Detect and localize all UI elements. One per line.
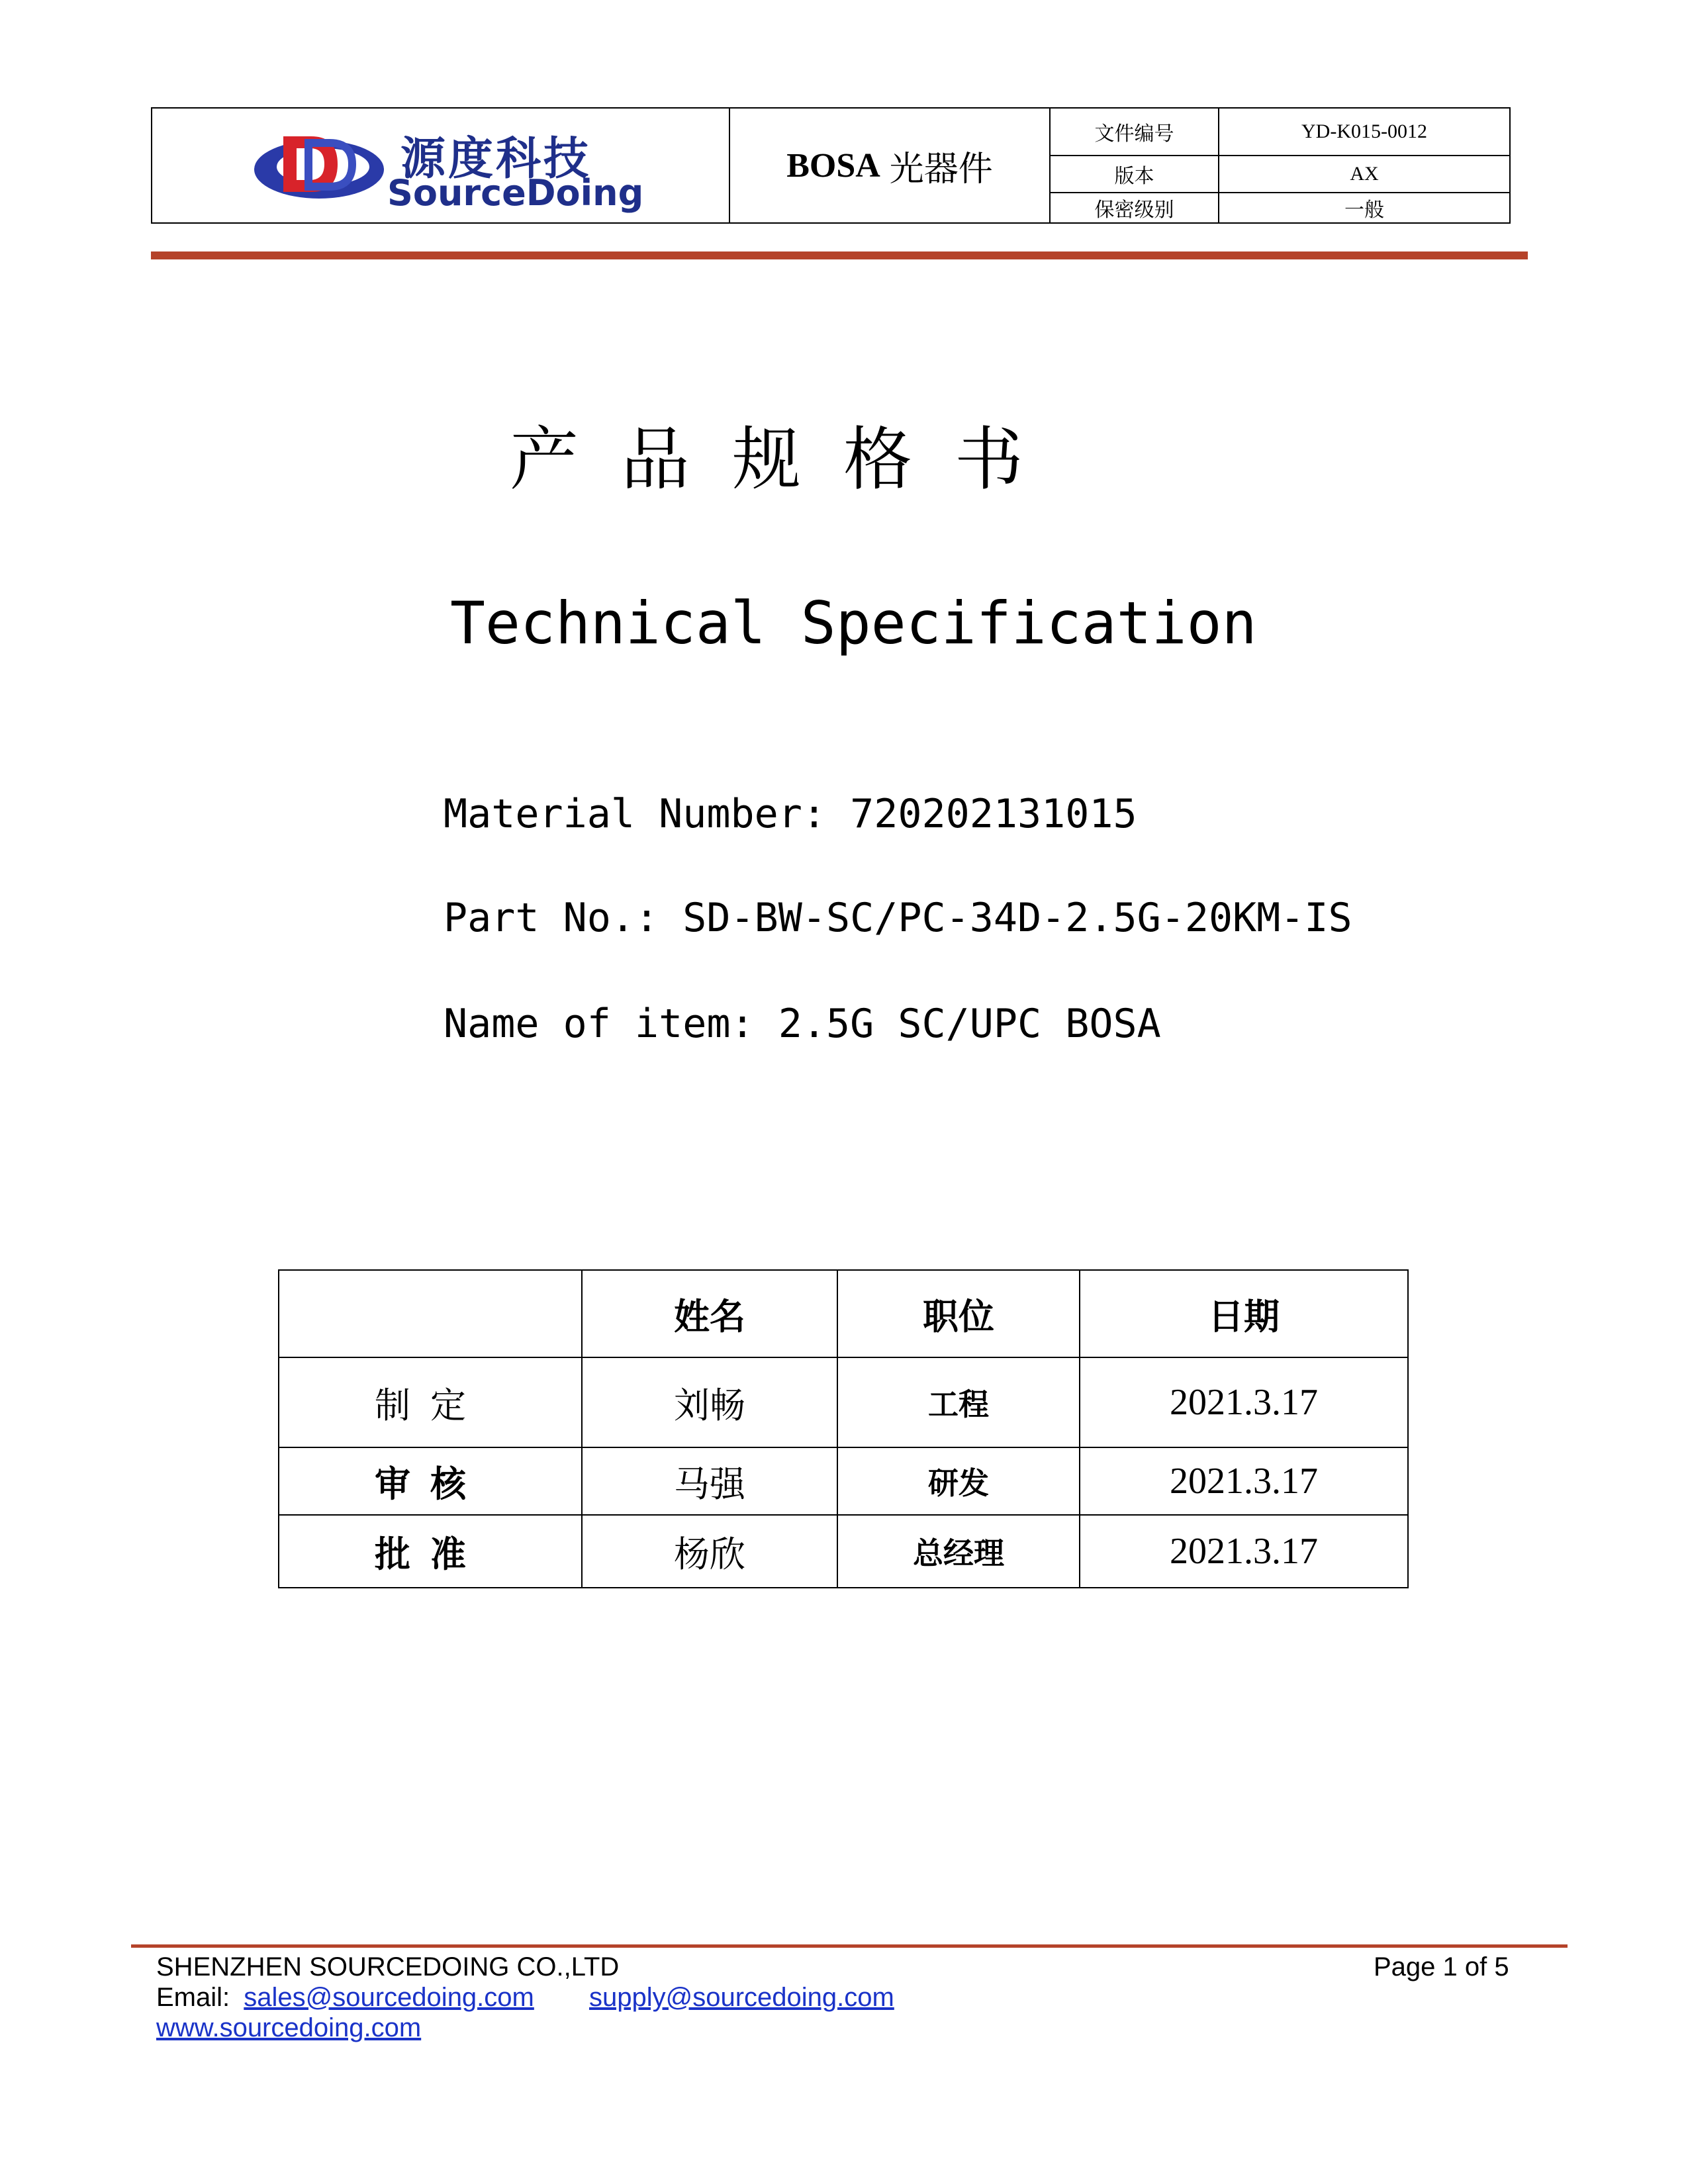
meta-value: 一般 bbox=[1344, 199, 1384, 221]
logo-english-text: SourceDoing bbox=[387, 172, 644, 214]
meta-value: AX bbox=[1350, 163, 1379, 185]
meta-row-version bbox=[1051, 156, 1509, 193]
supply-email-link[interactable]: supply@sourcedoing.com bbox=[588, 1983, 894, 2012]
header-divider bbox=[151, 251, 1528, 259]
row-date: 2021.3.17 bbox=[1080, 1447, 1408, 1515]
page-title-chinese: 产品规格书 bbox=[510, 419, 1066, 500]
row-name: 杨欣 bbox=[582, 1515, 837, 1588]
row-position: 总经理 bbox=[837, 1515, 1080, 1588]
row-date: 2021.3.17 bbox=[1080, 1515, 1408, 1588]
header-cell-date: 日期 bbox=[1080, 1270, 1408, 1357]
table-row bbox=[279, 1447, 1408, 1515]
meta-value: YD-K015-0012 bbox=[1301, 120, 1427, 142]
meta-row-confidentiality bbox=[1051, 193, 1509, 222]
header-cell-name: 姓名 bbox=[582, 1270, 837, 1357]
item-name: Name of item: 2.5G SC/UPC BOSA bbox=[444, 1001, 1161, 1047]
footer-company: SHENZHEN SOURCEDOING CO.,LTD bbox=[156, 1952, 620, 1981]
row-name: 马强 bbox=[582, 1447, 837, 1515]
website-link[interactable]: www.sourcedoing.com bbox=[156, 2013, 422, 2042]
row-label: 制定 bbox=[279, 1357, 582, 1447]
document-header bbox=[151, 107, 1511, 224]
sales-email-link[interactable]: sales@sourcedoing.com bbox=[244, 1983, 534, 2012]
sourcedoing-logo-icon bbox=[245, 123, 384, 209]
meta-label: 版本 bbox=[1051, 156, 1219, 192]
footer-divider bbox=[131, 1944, 1568, 1948]
document-title-cell bbox=[730, 109, 1051, 222]
doc-title-en: BOSA bbox=[786, 146, 880, 185]
footer-page-number: Page 1 of 5 bbox=[1374, 1952, 1509, 1981]
row-label: 批准 bbox=[279, 1515, 582, 1588]
page-title-english: Technical Specification bbox=[450, 589, 1257, 657]
table-header-row bbox=[279, 1270, 1408, 1357]
material-number: Material Number: 720202131015 bbox=[444, 791, 1137, 837]
meta-row-doc-number bbox=[1051, 109, 1509, 156]
footer-email-line bbox=[156, 1983, 894, 2013]
table-row bbox=[279, 1357, 1408, 1447]
table-row bbox=[279, 1515, 1408, 1588]
row-date: 2021.3.17 bbox=[1080, 1357, 1408, 1447]
logo-cell bbox=[152, 109, 730, 222]
row-label: 审核 bbox=[279, 1447, 582, 1515]
row-position: 研发 bbox=[837, 1447, 1080, 1515]
row-name: 刘畅 bbox=[582, 1357, 837, 1447]
meta-label: 文件编号 bbox=[1051, 109, 1219, 155]
header-cell bbox=[279, 1270, 582, 1357]
document-meta bbox=[1051, 109, 1509, 222]
logo-chinese-text: 源度科技 bbox=[400, 133, 592, 185]
header-cell-position: 职位 bbox=[837, 1270, 1080, 1357]
approval-table bbox=[278, 1269, 1409, 1588]
row-position: 工程 bbox=[837, 1357, 1080, 1447]
part-number: Part No.: SD-BW-SC/PC-34D-2.5G-20KM-IS bbox=[444, 895, 1352, 941]
footer-email-label: Email: bbox=[156, 1983, 230, 2012]
doc-title-cn: 光器件 bbox=[889, 150, 993, 189]
meta-label: 保密级别 bbox=[1051, 193, 1219, 222]
footer-website-line bbox=[156, 2013, 421, 2043]
